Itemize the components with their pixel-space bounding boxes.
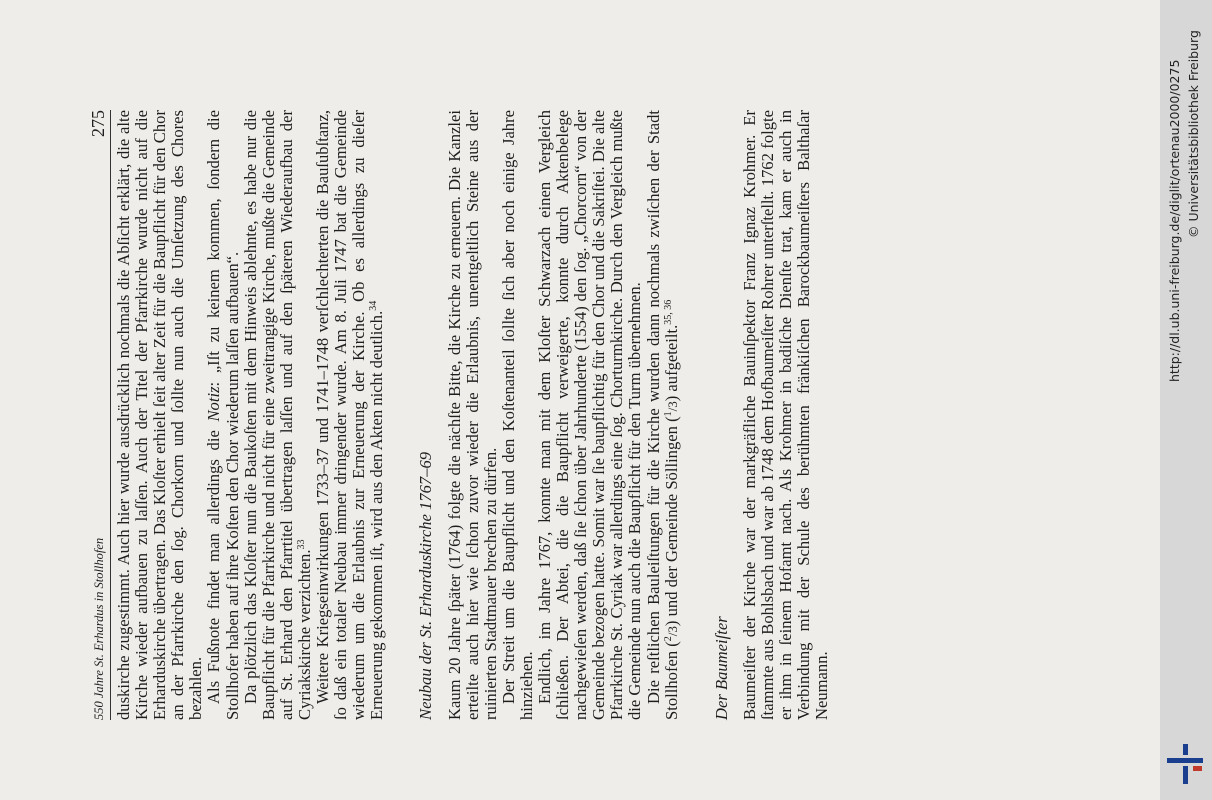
page-header	[80, 110, 111, 720]
paragraph	[242, 110, 314, 720]
fraction-part: 3	[664, 626, 680, 633]
paragraph	[205, 110, 241, 720]
library-logo-icon	[1163, 742, 1207, 786]
emphasis-text: Notiz	[204, 386, 224, 422]
section-heading: Neubau der St. Erharduskirche 1767–69	[416, 451, 436, 720]
fraction-part: 3	[664, 401, 680, 408]
paragraph	[645, 110, 682, 720]
text-run: Baumeiſter der Kirche war der markgräfliche Bauinſpektor Franz Ignaz Krohmer. Er ſtammte aus Bohlsbach und war ab 1748 dem Hofbaumeiſter Rohrer unterſtellt. 1762 folgte er ihm in ſeinem Hofamt nach. Als Krohmer in badiſche Dienſte trat, kam er auch in Verbindung mit der Schule des berühmten fränkiſchen Barockbaumeiſters Balthaſar Neumann.	[739, 110, 832, 720]
text-run: Die reſtlichen Bauleiſtungen für die Kirche wurden dann nochmals zwiſchen der Stadt Stollhofen (	[643, 110, 681, 720]
page-body	[115, 110, 831, 720]
logo-bar-mid	[1183, 766, 1188, 784]
text-run: Endlich, im Jahre 1767, konnte man mit dem Kloſter Schwarzach einen Vergleich ſchließen. Der Abtei, die die Baupflicht verweigerte, konnte durch Aktenbelege nachgewieſen werden, daß ſie ſchon über Jahrhunderte (1554) den ſog. „Chorcorn“ von der Gemeinde bezogen hatte. Somit war ſie baupflichtig für den Chor und die Sakriſtei. Die alte Pfarrkirche St. Cyriak war allerdings eine ſog. Chorturmkirche. Durch den Vergleich mußte die Gemeinde nun auch die Baupflicht für den Turm übernehmen.	[534, 110, 645, 720]
text-run: ) aufgeteilt.	[661, 324, 681, 402]
page-number: 275	[88, 110, 108, 137]
text-run: duskirche zugestimmt. Auch hier wurde ausdrücklich nochmals die Abſicht erklärt, die alte Kirche wieder aufbauen zu laſſen. Auch der Titel der Pfarrkirche wurde nicht auf die Erharduskirche übertragen. Das Kloſter erhielt ſeit alter Zeit für die Baupflicht für den Chor an der Pfarrkirche den ſog. Chorkorn und ſollte nun auch die Umſetzung des Chores bezahlen.	[114, 110, 206, 720]
running-head: 550 Jahre St. Erhardus in Stollhofen	[92, 537, 106, 720]
book-page	[80, 30, 1040, 720]
superscript-mark: 34	[368, 300, 380, 311]
text-run: Der Streit um die Baupflicht und den Koſtenanteil ſollte ſich aber noch einige Jahre hinziehen.	[498, 110, 536, 720]
text-run: ) und der Gemeinde Söllingen (	[661, 416, 681, 627]
text-run: Da plötzlich das Kloſter nun die Baukoſten mit dem Hinweis ablehnte, es habe nur die Baupflicht für die Pfarrkirche und nicht für eine zweitrangige Kirche, mußte die Gemeinde auf St. Erhard den Pfarrtitel übertragen laſſen und auf den ſpäteren Wiederaufbau der Cyriakskirche verzichten.	[240, 110, 314, 720]
superscript-mark: 35, 36	[662, 299, 674, 325]
paragraph	[314, 110, 386, 720]
fraction-part: /	[664, 407, 680, 412]
fraction-part: /	[664, 632, 680, 637]
paragraph	[500, 110, 536, 720]
paragraph	[536, 110, 645, 720]
text-run: Kaum 20 Jahre ſpäter (1764) folgte die nächſte Bitte, die Kirche zu erneuern. Die Kanzlei erteilte auch hier wie ſchon zuvor wieder die Erlaubnis, unentgeltlich Steine aus der ruinierten Stadtmauer brechen zu dürfen.	[444, 110, 500, 720]
superscript-mark: 1	[662, 411, 674, 417]
text-run: : „Iſt zu keinem kommen, ſondern die Stollhofer haben auf ihre Koſten den Chor wiederum laſſen aufbauen“.	[204, 110, 242, 720]
paragraph	[115, 110, 205, 720]
logo-bar-top	[1183, 744, 1188, 755]
source-url-link[interactable]: http://dl.ub.uni-freiburg.de/diglit/ortenau2000/0275	[1167, 59, 1182, 382]
logo-bar-accent	[1193, 766, 1202, 771]
text-run: Weitere Kriegseinwirkungen 1733–37 und 1741–1748 verſchlechterten die Bauſubſtanz, ſo daß ein totaler Neubau immer dringender wurde. Am 8. Juli 1747 bat die Gemeinde wiederum um die Erlaubnis zur Erneuerung der Kirche. Ob es allerdings zu dieſer Erneuerung gekommen iſt, wird aus den Akten nicht deutlich.	[313, 110, 387, 720]
logo-bar-wide	[1167, 758, 1203, 763]
text-run: Als Fußnote findet man allerdings die	[204, 421, 224, 704]
paragraph	[741, 110, 831, 720]
copyright-notice: © Universitätsbibliothek Freiburg	[1186, 30, 1201, 238]
superscript-mark: 33	[295, 539, 307, 550]
section-heading: Der Baumeiſter	[711, 616, 731, 720]
paragraph	[446, 110, 500, 720]
superscript-mark: 2	[662, 636, 674, 642]
